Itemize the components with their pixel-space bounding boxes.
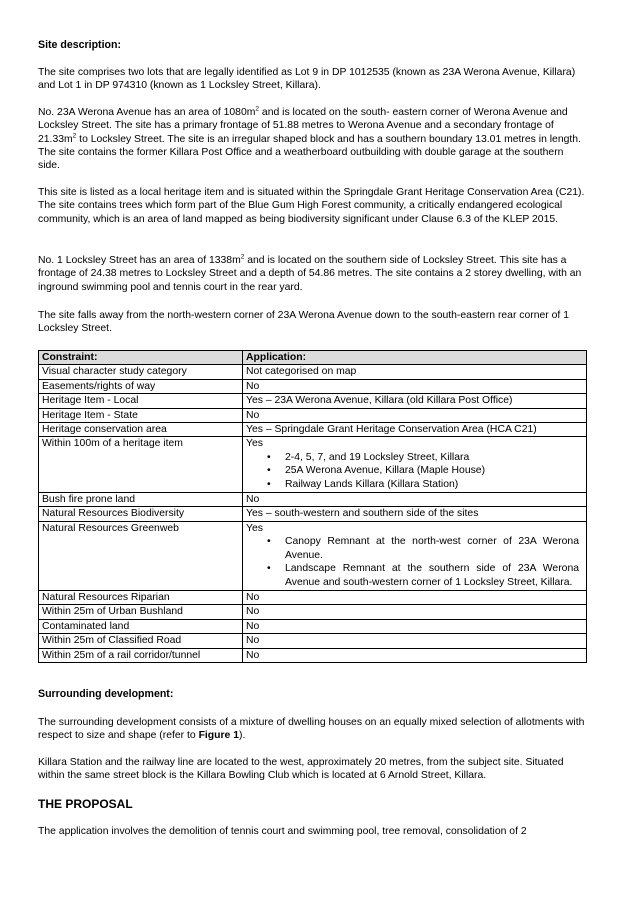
site-description-heading: Site description: (38, 39, 121, 51)
table-row (39, 605, 587, 619)
application-text: Yes (246, 438, 263, 450)
constraint-column-header: Constraint: (39, 351, 243, 365)
application-cell: Yes – 23A Werona Avenue, Killara (old Killara Post Office) (243, 394, 587, 408)
application-cell: Yes – south-western and southern side of the sites (243, 507, 587, 521)
constraint-cell: Within 25m of Classified Road (39, 634, 243, 648)
constraint-cell: Natural Resources Riparian (39, 590, 243, 604)
constraint-cell: Within 25m of Urban Bushland (39, 605, 243, 619)
application-cell: No (243, 379, 587, 393)
site-description-para-1: The site comprises two lots that are legally identified as Lot 9 in DP 1012535 (known as 23A Werona Avenue, Killara) and Lot 1 in DP 974310 (known as 1 Locksley Street, Killara). (38, 67, 576, 92)
constraint-cell: Heritage conservation area (39, 423, 243, 437)
application-cell: No (243, 619, 587, 633)
constraint-cell: Within 100m of a heritage item (39, 437, 243, 493)
application-cell: No (243, 605, 587, 619)
greenweb-list (246, 535, 583, 589)
heritage-items-list (246, 451, 583, 491)
table-row (39, 521, 587, 590)
surrounding-para-1: The surrounding development consists of a mixture of dwelling houses on an equally mixed selection of allotments with respect to size and shape (refer to Figure 1). (38, 717, 585, 742)
constraint-cell: Natural Resources Greenweb (39, 521, 243, 590)
constraint-cell: Natural Resources Biodiversity (39, 507, 243, 521)
constraint-cell: Bush fire prone land (39, 493, 243, 507)
application-text: Yes (246, 522, 263, 534)
constraint-cell: Contaminated land (39, 619, 243, 633)
application-cell: Not categorised on map (243, 365, 587, 379)
table-row (39, 507, 587, 521)
table-row (39, 394, 587, 408)
constraint-cell: Easements/rights of way (39, 379, 243, 393)
site-description-para-2: No. 23A Werona Avenue has an area of $1080m^2$ and is located on the south- eastern corner of Werona Avenue and Locksley Street. The site has a primary frontage of 51.88 metres to Werona Avenue and a secondary frontage of $21.33m^2$ to Locksley Street. The site is an irregular shaped block and has a southern boundary 13.01 metres in length. The site contains the former Killara Post Office and a weatherboard outbuilding with double garage at the southern side. (38, 105, 581, 172)
application-cell: No (243, 408, 587, 422)
list-item: • 25A Werona Avenue, Killara (Maple House) (285, 464, 583, 477)
application-cell: No (243, 648, 587, 662)
table-row (39, 619, 587, 633)
table-header-row (39, 351, 587, 365)
list-item: • Canopy Remnant at the north-west corner of 23A Werona Avenue. (285, 535, 583, 562)
list-item: • Railway Lands Killara (Killara Station) (285, 478, 583, 491)
constraints-table (38, 350, 587, 663)
list-item: • Landscape Remnant at the southern side of 23A Werona Avenue and south-western corner of 1 Locksley Street, Killara. (285, 562, 583, 589)
table-row (39, 437, 587, 493)
application-cell: No (243, 634, 587, 648)
site-description-para-4: No. 1 Locksley Street has an area of $1338m^2$ and is located on the southern side of Locksley Street. This site has a frontage of 24.38 metres to Locksley Street and a depth of 54.86 metres. The site contains a 2 storey dwelling, with an inground swimming pool and tennis court in the rear yard. (38, 253, 582, 293)
surrounding-para-2: Killara Station and the railway line are located to the west, approximately 20 metres, from the subject site. Situated within the same street block is the Killara Bowling Club which is located at 6 Arnold Street, Killara. (38, 757, 564, 782)
constraint-cell: Within 25m of a rail corridor/tunnel (39, 648, 243, 662)
constraint-cell: Heritage Item - State (39, 408, 243, 422)
proposal-para-1: The application involves the demolition of tennis court and swimming pool, tree removal, consolidation of 2 (38, 826, 527, 837)
site-description-para-5: The site falls away from the north-western corner of 23A Werona Avenue down to the south-eastern rear corner of 1 Locksley Street. (38, 310, 569, 335)
table-row (39, 408, 587, 422)
application-cell: No (243, 493, 587, 507)
application-cell (243, 521, 587, 590)
application-cell: Yes – Springdale Grant Heritage Conservation Area (HCA C21) (243, 423, 587, 437)
table-row (39, 379, 587, 393)
site-description-para-3: This site is listed as a local heritage item and is situated within the Springdale Grant Heritage Conservation Area (C21). The site contains trees which form part of the Blue Gum High Forest community, a critically endangered ecological community, which is an area of land mapped as being biodiversity significant under Clause 6.3 of the KLEP 2015. (38, 187, 585, 225)
table-row (39, 648, 587, 662)
table-row (39, 365, 587, 379)
table-row (39, 634, 587, 648)
application-cell (243, 437, 587, 493)
constraint-cell: Heritage Item - Local (39, 394, 243, 408)
application-cell: No (243, 590, 587, 604)
surrounding-development-heading: Surrounding development: (38, 688, 174, 700)
table-row (39, 493, 587, 507)
table-row (39, 590, 587, 604)
proposal-heading: THE PROPOSAL (38, 797, 133, 811)
list-item: • 2-4, 5, 7, and 19 Locksley Street, Killara (285, 451, 583, 464)
constraint-cell: Visual character study category (39, 365, 243, 379)
table-row (39, 423, 587, 437)
application-column-header: Application: (243, 351, 587, 365)
